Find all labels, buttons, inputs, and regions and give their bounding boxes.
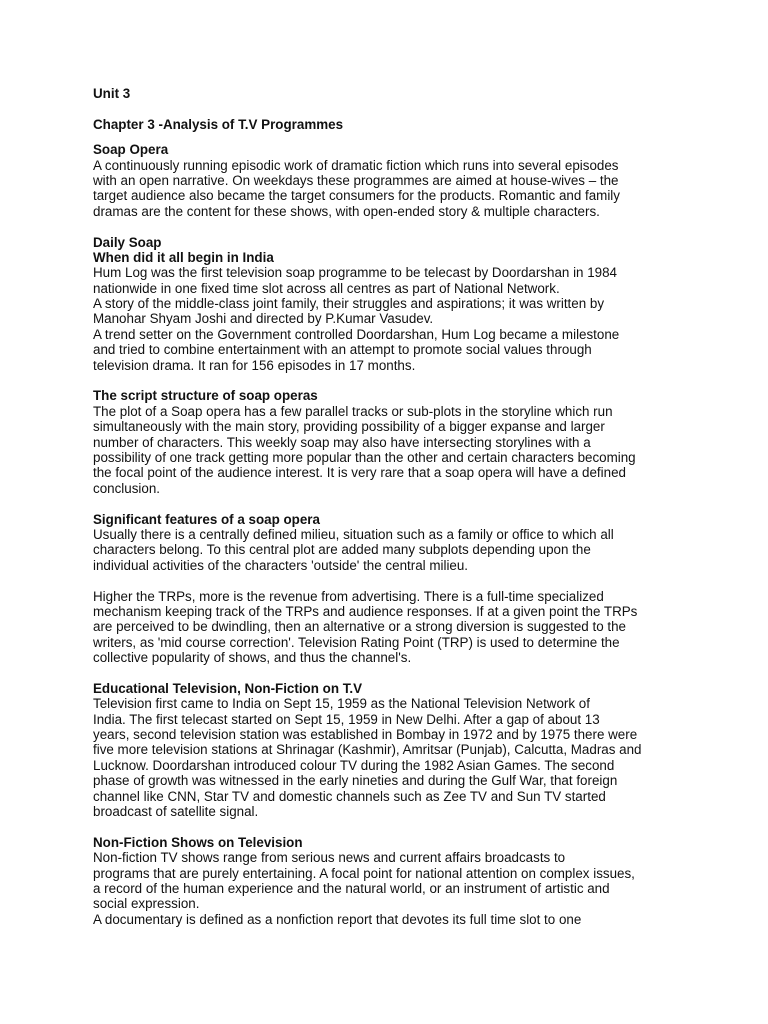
text-line: writers, as 'mid course correction'. Television Rating Point (TRP) is used to determine the bbox=[93, 634, 620, 650]
spacer bbox=[93, 819, 693, 834]
text-line: with an open narrative. On weekdays these programmes are aimed at house-wives – the bbox=[93, 172, 619, 188]
section-heading-significant-features: Significant features of a soap opera bbox=[93, 511, 320, 527]
text-line: A continuously running episodic work of dramatic fiction which runs into several episodes bbox=[93, 157, 619, 173]
text-line: possibility of one track getting more popular than the other and certain characters becoming bbox=[93, 449, 636, 465]
paragraph-non-fiction bbox=[93, 850, 693, 927]
text-line: Usually there is a centrally defined milieu, situation such as a family or office to which all bbox=[93, 526, 614, 542]
paragraph-significant-features bbox=[93, 527, 693, 573]
document-page bbox=[93, 86, 693, 927]
text-line: Hum Log was the first television soap programme to be telecast by Doordarshan in 1984 bbox=[93, 265, 618, 281]
text-line: conclusion. bbox=[93, 480, 160, 496]
text-line: a record of the human experience and the natural world, or an instrument of artistic and bbox=[93, 880, 610, 896]
subheading-india-beginning: When did it all begin in India bbox=[93, 249, 274, 265]
section-heading-non-fiction: Non-Fiction Shows on Television bbox=[93, 834, 303, 850]
text-line: target audience also became the target consumers for the products. Romantic and family bbox=[93, 188, 620, 204]
section-heading-script-structure: The script structure of soap operas bbox=[93, 388, 318, 404]
text-line: Television first came to India on Sept 15, 1959 as the National Television Network of bbox=[93, 696, 590, 712]
text-line: Lucknow. Doordarshan introduced colour TV during the 1982 Asian Games. The second bbox=[93, 757, 615, 773]
paragraph-trp bbox=[93, 589, 693, 666]
paragraph-soap-opera bbox=[93, 158, 693, 220]
text-line: characters belong. To this central plot are added many subplots depending upon the bbox=[93, 542, 591, 558]
text-line: A documentary is defined as a nonfiction report that devotes its full time slot to one bbox=[93, 911, 582, 927]
spacer bbox=[93, 665, 693, 680]
text-line: A trend setter on the Government controlled Doordarshan, Hum Log became a milestone bbox=[93, 326, 620, 342]
text-line: broadcast of satellite signal. bbox=[93, 803, 259, 819]
text-line: collective popularity of shows, and thus the channel's. bbox=[93, 650, 412, 666]
text-line: Higher the TRPs, more is the revenue from advertising. There is a full-time specialized bbox=[93, 588, 604, 604]
text-line: five more television stations at Shrinagar (Kashmir), Amritsar (Punjab), Calcutta, Madras and bbox=[93, 742, 642, 758]
text-line: Non-fiction TV shows range from serious news and current affairs broadcasts to bbox=[93, 850, 566, 866]
text-line: television drama. It ran for 156 episodes in 17 months. bbox=[93, 357, 416, 373]
spacer bbox=[93, 496, 693, 511]
spacer bbox=[93, 573, 693, 588]
section-heading-soap-opera: Soap Opera bbox=[93, 142, 169, 158]
text-line: and tried to combine entertainment with an attempt to promote social values through bbox=[93, 342, 592, 358]
text-line: India. The first telecast started on Sept 15, 1959 in New Delhi. After a gap of about 13 bbox=[93, 711, 600, 727]
section-heading-educational-tv: Educational Television, Non-Fiction on T.V bbox=[93, 680, 363, 696]
text-line: simultaneously with the main story, providing possibility of a bigger expanse and larger bbox=[93, 419, 605, 435]
text-line: social expression. bbox=[93, 896, 200, 912]
section-heading-daily-soap: Daily Soap bbox=[93, 234, 162, 250]
text-line: phase of growth was witnessed in the early nineties and during the Gulf War, that foreign bbox=[93, 773, 618, 789]
text-line: number of characters. This weekly soap may also have intersecting storylines with a bbox=[93, 434, 591, 450]
text-line: the focal point of the audience interest. It is very rare that a soap opera will have a defined bbox=[93, 465, 626, 481]
paragraph-daily-soap bbox=[93, 265, 693, 373]
text-line: The plot of a Soap opera has a few parallel tracks or sub-plots in the storyline which run bbox=[93, 403, 613, 419]
spacer bbox=[93, 373, 693, 388]
spacer bbox=[93, 219, 693, 234]
text-line: programs that are purely entertaining. A focal point for national attention on complex issues, bbox=[93, 865, 635, 881]
text-line: dramas are the content for these shows, with open-ended story & multiple characters. bbox=[93, 203, 600, 219]
text-line: A story of the middle-class joint family, their struggles and aspirations; it was written by bbox=[93, 296, 605, 312]
paragraph-educational-tv bbox=[93, 696, 693, 819]
chapter-title: Chapter 3 -Analysis of T.V Programmes bbox=[93, 116, 344, 132]
text-line: channel like CNN, Star TV and domestic channels such as Zee TV and Sun TV started bbox=[93, 788, 606, 804]
text-line: nationwide in one fixed time slot across all centres as part of National Network. bbox=[93, 280, 560, 296]
text-line: years, second television station was established in Bombay in 1972 and by 1975 there were bbox=[93, 727, 638, 743]
paragraph-script-structure bbox=[93, 404, 693, 496]
text-line: Manohar Shyam Joshi and directed by P.Kumar Vasudev. bbox=[93, 311, 434, 327]
unit-title: Unit 3 bbox=[93, 86, 131, 101]
spacer bbox=[93, 132, 693, 142]
text-line: mechanism keeping track of the TRPs and audience responses. If at a given point the TRPs bbox=[93, 603, 638, 619]
text-line: are perceived to be dwindling, then an alternative or a strong diversion is suggested to the bbox=[93, 619, 626, 635]
text-line: individual activities of the characters 'outside' the central milieu. bbox=[93, 557, 469, 573]
